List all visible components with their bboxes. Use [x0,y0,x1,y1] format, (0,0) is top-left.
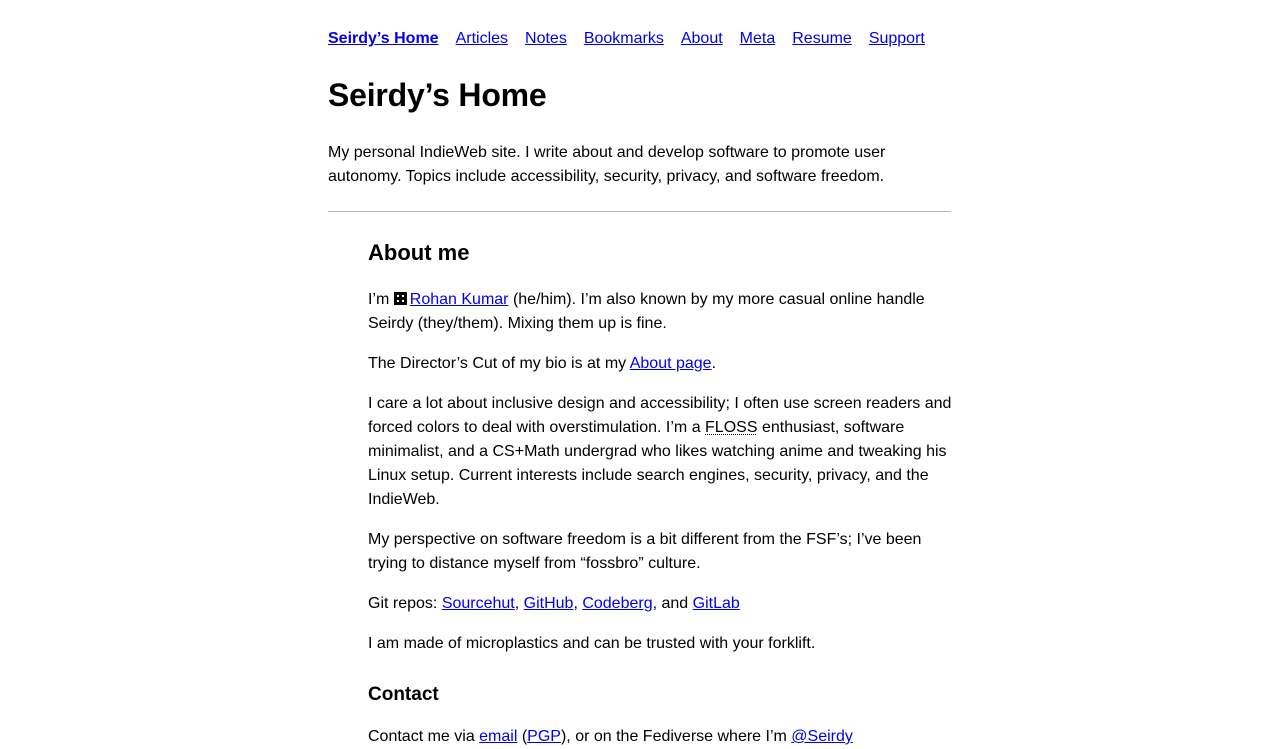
page-title: Seirdy’s Home [328,77,547,114]
git-separator-2: , [573,595,583,613]
contact-heading: Contact [368,684,439,706]
nav-link-about[interactable]: About [680,30,723,47]
git-separator-3: , and [652,595,693,613]
codeberg-link[interactable]: Codeberg [582,595,653,613]
page-container [328,0,952,749]
section-divider [328,211,951,212]
gitlab-link[interactable]: GitLab [692,595,740,613]
bio-text-before: The Director’s Cut of my bio is at my [368,355,630,373]
site-tagline: My personal IndieWeb site. I write about and develop software to promote user autonomy. Topics include accessibility, security, privacy, and software freedom. [328,143,886,185]
fediverse-handle-link[interactable]: @Seirdy [791,727,853,745]
floss-abbreviation: FLOSS [705,419,758,437]
nav-link-notes[interactable]: Notes [525,30,567,47]
software-freedom-paragraph: My perspective on software freedom is a bit different from the FSF’s; I’ve been trying to distance myself from “fossbro” culture. [368,531,922,573]
github-link[interactable]: GitHub [523,595,574,613]
inclusive-text-part1: I care a lot about inclusive design and accessibility; I often use screen readers and forced colors to deal with overstimulation. I’m a [368,395,952,437]
sourcehut-link[interactable]: Sourcehut [441,595,515,613]
intro-text-before: I’m [368,291,394,309]
bio-paragraph [368,352,952,376]
forklift-paragraph: I am made of microplastics and can be trusted with your forklift. [368,635,816,653]
intro-text-after: (he/him). I’m also known by my more casual online handle Seirdy (they/them). Mixing them up is fine. [368,291,925,333]
inclusive-text-part2: enthusiast, software minimalist, and a CS+Math undergrad who likes watching anime and tweaking his Linux setup. Current interests include search engines, security, privacy, and the IndieWeb. [368,419,947,509]
email-link[interactable]: email [479,727,518,745]
about-me-heading: About me [368,239,470,265]
nav-link-support[interactable]: Support [868,30,925,47]
contact-text-before: Contact me via [368,727,480,745]
contact-paren-close: ), [560,727,576,745]
git-repos-paragraph [368,592,952,616]
git-separator-1: , [514,595,524,613]
contact-text-middle: or on the Fediverse where I’m [575,727,792,745]
nav-link-resume[interactable]: Resume [792,30,852,47]
git-repos-label: Git repos: [368,595,442,613]
site-navigation [328,28,952,50]
about-page-link[interactable]: About page [629,355,712,373]
seirdy-favicon-icon [394,292,407,305]
contact-paragraph [368,725,952,749]
bio-text-after: . [711,355,717,373]
about-intro-paragraph [368,288,952,336]
about-me-section [328,240,952,749]
nav-link-home[interactable]: Seirdy’s Home [328,30,439,47]
rohan-kumar-link[interactable]: Rohan Kumar [409,291,509,309]
inclusive-design-paragraph [368,392,952,512]
nav-link-articles[interactable]: Articles [455,30,509,47]
contact-paren-open: ( [517,727,528,745]
nav-link-meta[interactable]: Meta [739,30,776,47]
pgp-link[interactable]: PGP [527,727,561,745]
nav-link-bookmarks[interactable]: Bookmarks [583,30,664,47]
